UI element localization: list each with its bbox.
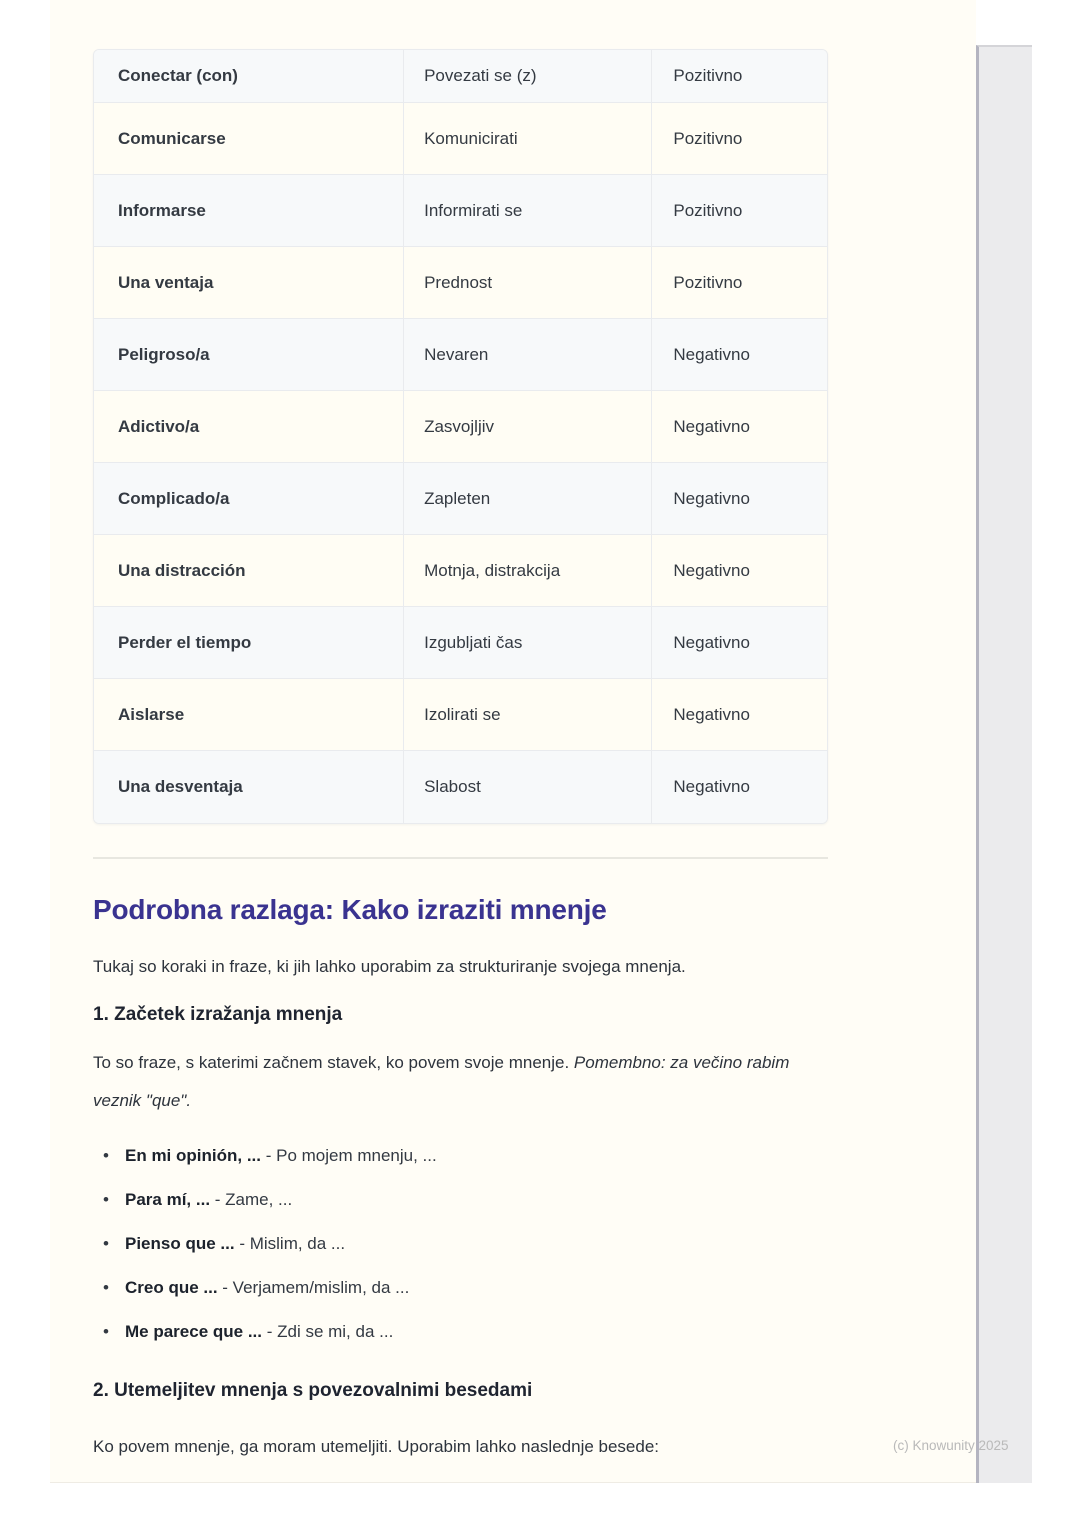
sentiment-cell: Pozitivno: [652, 50, 827, 103]
table-row: [94, 751, 827, 823]
table-row: [94, 319, 827, 391]
slovenian-translation-cell: Slabost: [404, 751, 652, 823]
subheading-2: 2. Utemeljitev mnenja s povezovalnimi besedami: [93, 1380, 533, 1401]
sentiment-cell: Pozitivno: [652, 247, 827, 319]
spanish-term-cell: Informarse: [94, 175, 404, 247]
table-row: [94, 247, 827, 319]
sentiment-cell: Negativno: [652, 391, 827, 463]
spanish-term-cell: Una ventaja: [94, 247, 404, 319]
watermark: (c) Knowunity 2025: [893, 1438, 1009, 1453]
slovenian-translation-cell: Izolirati se: [404, 679, 652, 751]
sentiment-cell: Negativno: [652, 535, 827, 607]
phrase-list-item: [93, 1190, 828, 1210]
vocabulary-table: [93, 49, 828, 824]
spanish-term-cell: Complicado/a: [94, 463, 404, 535]
table-row: [94, 50, 827, 103]
table-row: [94, 607, 827, 679]
phrase-list-item: [93, 1234, 828, 1254]
spanish-term-cell: Conectar (con): [94, 50, 404, 103]
phrase-intro-regular: To so fraze, s katerimi začnem stavek, ko povem svoje mnenje.: [93, 1053, 574, 1072]
subheading-1: 1. Začetek izražanja mnenja: [93, 1004, 343, 1025]
sentiment-cell: Pozitivno: [652, 103, 827, 175]
sentiment-cell: Pozitivno: [652, 175, 827, 247]
phrase-spanish: Para mí, ...: [125, 1190, 211, 1209]
slovenian-translation-cell: Prednost: [404, 247, 652, 319]
table-row: [94, 103, 827, 175]
table-row: [94, 463, 827, 535]
phrase-list: [93, 1146, 828, 1342]
table-row: [94, 175, 827, 247]
slovenian-translation-cell: Komunicirati: [404, 103, 652, 175]
spanish-term-cell: Una distracción: [94, 535, 404, 607]
sentiment-cell: Negativno: [652, 607, 827, 679]
slovenian-translation-cell: Zasvojljiv: [404, 391, 652, 463]
slovenian-translation-cell: Motnja, distrakcija: [404, 535, 652, 607]
table-row: [94, 535, 827, 607]
slovenian-translation-cell: Zapleten: [404, 463, 652, 535]
scrollbar[interactable]: [976, 45, 1032, 1483]
slovenian-translation-cell: Nevaren: [404, 319, 652, 391]
phrase-spanish: Me parece que ...: [125, 1322, 262, 1341]
table-row: [94, 391, 827, 463]
section-divider: [93, 857, 828, 859]
phrase-list-item: [93, 1278, 828, 1298]
vocab-table-body: [94, 50, 827, 823]
spanish-term-cell: Comunicarse: [94, 103, 404, 175]
spanish-term-cell: Adictivo/a: [94, 391, 404, 463]
sentiment-cell: Negativno: [652, 463, 827, 535]
phrase-translation: - Verjamem/mislim, da ...: [217, 1278, 410, 1297]
spanish-term-cell: Una desventaja: [94, 751, 404, 823]
phrase-list-item: [93, 1322, 828, 1342]
phrase-translation: - Zame, ...: [210, 1190, 293, 1209]
spanish-term-cell: Perder el tiempo: [94, 607, 404, 679]
slovenian-translation-cell: Izgubljati čas: [404, 607, 652, 679]
intro-paragraph: Tukaj so koraki in fraze, ki jih lahko uporabim za strukturiranje svojega mnenja.: [93, 957, 686, 976]
document-page: [50, 0, 976, 1483]
closing-paragraph: Ko povem mnenje, ga moram utemeljiti. Uporabim lahko naslednje besede:: [93, 1437, 660, 1456]
phrase-spanish: En mi opinión, ...: [125, 1146, 261, 1165]
page-content: [93, 49, 828, 1466]
sentiment-cell: Negativno: [652, 679, 827, 751]
table-row: [94, 679, 827, 751]
phrase-translation: - Mislim, da ...: [234, 1234, 346, 1253]
spanish-term-cell: Peligroso/a: [94, 319, 404, 391]
sentiment-cell: Negativno: [652, 751, 827, 823]
slovenian-translation-cell: Povezati se (z): [404, 50, 652, 103]
phrase-intro-italic: Pomembno: za večino rabim veznik "que".: [93, 1053, 790, 1110]
slovenian-translation-cell: Informirati se: [404, 175, 652, 247]
phrase-translation: - Zdi se mi, da ...: [262, 1322, 394, 1341]
section-heading: Podrobna razlaga: Kako izraziti mnenje: [93, 894, 607, 925]
spanish-term-cell: Aislarse: [94, 679, 404, 751]
phrase-intro-paragraph: [93, 1044, 828, 1120]
phrase-spanish: Pienso que ...: [125, 1234, 235, 1253]
sentiment-cell: Negativno: [652, 319, 827, 391]
phrase-list-item: [93, 1146, 828, 1166]
phrase-spanish: Creo que ...: [125, 1278, 218, 1297]
phrase-translation: - Po mojem mnenju, ...: [261, 1146, 437, 1165]
